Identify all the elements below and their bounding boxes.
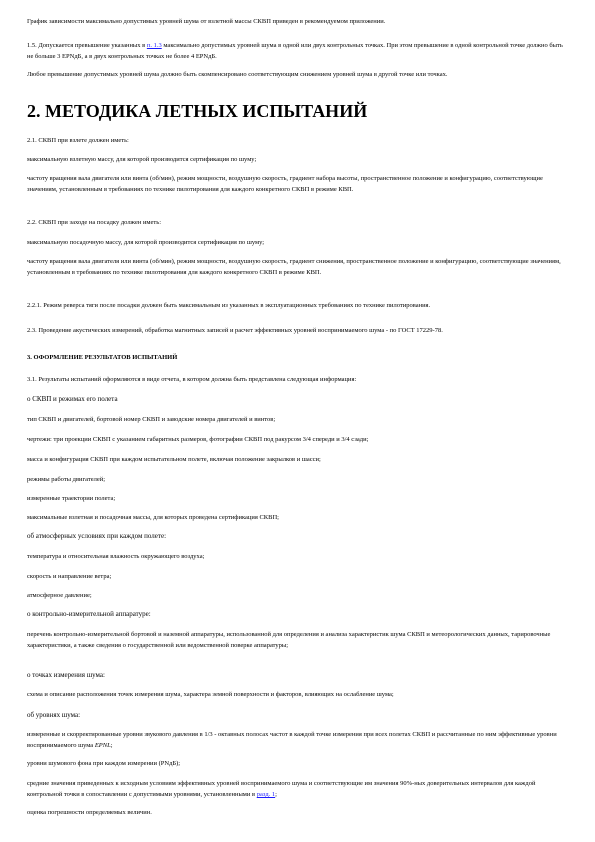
subheading-atmosphere: об атмосферных условиях при каждом полете:	[27, 532, 167, 540]
subheading-measurement-points: о точках измерения шума:	[27, 671, 105, 679]
paragraph-1-5-text-start: 1.5. Допускается превышение указанных в	[27, 42, 147, 49]
link-section-1[interactable]: разд. 1	[256, 791, 276, 798]
equipment-list: перечень контрольно-измерительной бортовой и наземной аппаратуры, использованной для определения и анализа характеристик шума СКВП и метеорологических данных, тарировочные характеристики, а также сведения о государственной или ведомственной поверке аппаратуры;	[27, 631, 551, 649]
item-2-3: 2.3. Проведение акустических измерений, обработка магнитных записей и расчет эффективных уровней воспринимаемого шума - по ГОСТ 17229-78.	[27, 327, 443, 334]
levels-mean-end: ;	[275, 791, 277, 798]
levels-measured-end: ;	[110, 742, 113, 749]
atm-pressure: атмосферное давление;	[27, 592, 92, 599]
paragraph-1-5	[27, 40, 570, 62]
section-2-title: 2. МЕТОДИКА ЛЕТНЫХ ИСПЫТАНИЙ	[27, 101, 368, 121]
levels-measured	[27, 729, 570, 751]
subheading-skvp: о СКВП и режимах его полета	[27, 395, 118, 403]
levels-background: уровни шумового фона при каждом измерении (PNдБ);	[27, 760, 181, 767]
levels-measured-text: измеренные и скорректированные уровни звукового давления в 1/3 - октавных полосах частот в каждой точке измерения при всех полетах СКВП и рассчитанные по ним эффективные уровни воспринимаемого шума	[27, 731, 557, 749]
item-2-1-params: частоту вращения вала двигателя или винта (об/мин), режим мощности, воздушную скорость, градиент набора высоты, пространственное положение и конфигурацию, соответствующие значениям, установленным в требованиях по технике пилотирования для каждого конкретного СКВП в режиме КВП.	[27, 175, 543, 193]
item-2-2-params: частоту вращения вала двигателя или винта (об/мин), режим мощности, воздушную скорость, градиент снижения, пространственное положение и конфигурацию, соответствующие значениям, установленным в требованиях по технике пилотирования для каждого конкретного СКВП в режиме КВП.	[27, 258, 561, 276]
levels-error-estimate: оценка погрешности определяемых величин.	[27, 809, 152, 816]
item-2-1-mass: максимальную взлетную массу, для которой производится сертификация по шуму;	[27, 156, 257, 163]
item-3-1: 3.1. Результаты испытаний оформляются в виде отчета, в котором должна быть представлена следующая информация:	[27, 376, 357, 383]
subheading-equipment: о контрольно-измерительной аппаратуре:	[27, 610, 151, 618]
info-max-masses: максимальные взлетная и посадочная массы, для которых проведена сертификация СКВП;	[27, 514, 279, 521]
item-2-1: 2.1. СКВП при взлете должен иметь:	[27, 137, 129, 144]
item-2-2: 2.2. СКВП при заходе на посадку должен иметь:	[27, 219, 162, 226]
epnl-label: EPNL	[94, 742, 111, 749]
item-2-2-1: 2.2.1. Режим реверса тяги после посадки должен быть максимальным из указанных в эксплуатационных требованиях по технике пилотирования.	[27, 302, 431, 309]
paragraph-1-5-text-end: максимально допустимых уровней шума в одной или двух контрольных точках. При этом превышение в одной контрольной точке должно быть не больше 3 EPNдБ, а в двух контрольных точках не более 4 EPNдБ.	[27, 42, 563, 60]
levels-mean-text: средние значения приведенных к исходным условиям эффективных уровней воспринимаемого шума и соответствующие им значения 90%-ных доверительных интервалов для каждой контрольной точки в сопоставлении с допустимыми уровнями, установленными в	[27, 780, 536, 798]
atm-wind: скорость и направление ветра;	[27, 573, 112, 580]
levels-mean-values	[27, 778, 570, 800]
section-3-title: 3. ОФОРМЛЕНИЕ РЕЗУЛЬТАТОВ ИСПЫТАНИЙ	[27, 354, 178, 361]
paragraph-exceed-compensation: Любое превышение допустимых уровней шума должно быть скомпенсировано соответствующим снижением уровней шума в другой точке или точках.	[27, 71, 448, 78]
link-p-1-3[interactable]: п. 1.3	[146, 42, 162, 49]
info-trajectories: измеренные траектории полета;	[27, 495, 116, 502]
subheading-noise-levels: об уровнях шума:	[27, 711, 81, 719]
intro-paragraph-graph: График зависимости максимально допустимых уровней шума от взлетной массы СКВП приведен в рекомендуемом приложении.	[27, 18, 386, 25]
info-drawings: чертежи: три проекции СКВП с указанием габаритных размеров, фотографии СКВП под ракурсом 3/4 спереди и 3/4 сзади;	[27, 436, 369, 443]
item-2-2-mass: максимальную посадочную массу, для которой производится сертификация по шуму;	[27, 239, 265, 246]
info-type: тип СКВП и двигателей, бортовой номер СКВП и заводские номера двигателей и винтов;	[27, 416, 276, 423]
atm-temperature: температура и относительная влажность окружающего воздуха;	[27, 553, 205, 560]
info-mass-config: масса и конфигурация СКВП при каждом испытательном полете, включая положение закрылков и шасси;	[27, 456, 321, 463]
info-engine-modes: режимы работы двигателей;	[27, 476, 106, 483]
points-scheme: схема и описание расположения точек измерения шума, характера земной поверхности и факторов, влияющих на ослабление шума;	[27, 691, 394, 698]
